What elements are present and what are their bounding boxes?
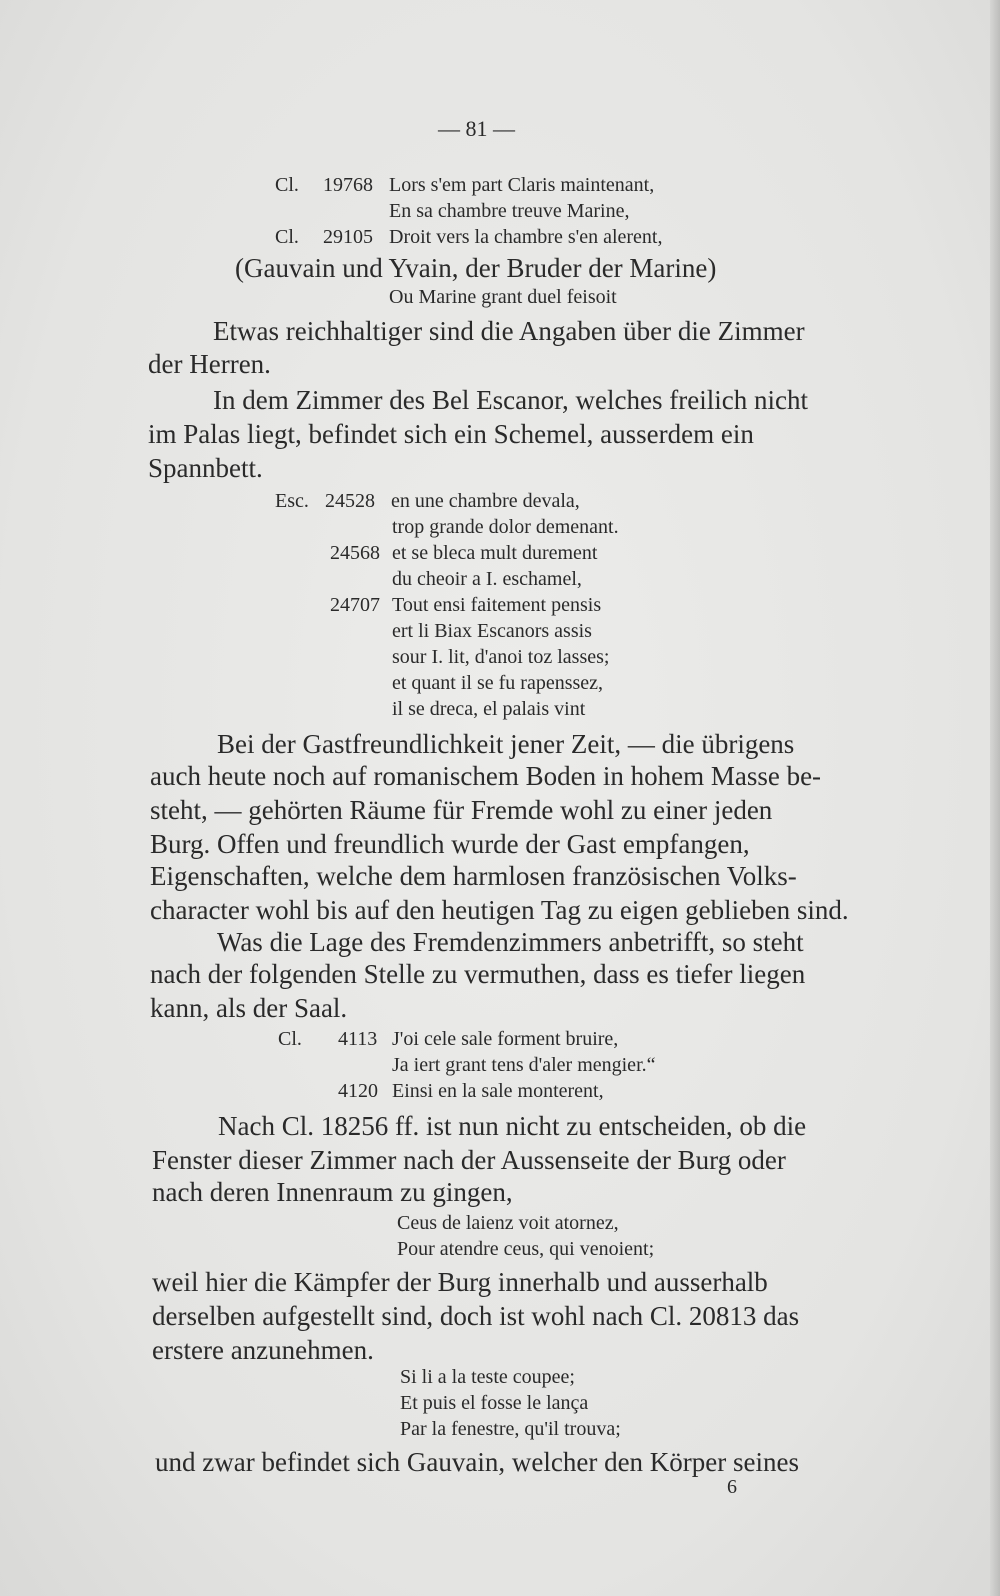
paragraph-line: Bei der Gastfreundlichkeit jener Zeit, — die übrigens <box>217 729 795 759</box>
quote-line: ert li Biax Escanors assis <box>392 620 592 642</box>
quote-line <box>330 540 597 566</box>
paragraph-line: erstere anzunehmen. <box>152 1335 374 1365</box>
paragraph-line: nach der folgenden Stelle zu vermuthen, dass es tiefer liegen <box>150 959 806 989</box>
quote-line: et quant il se fu rapenssez, <box>392 672 604 694</box>
paragraph-line: im Palas liegt, befindet sich ein Schemel, ausserdem ein <box>148 419 754 449</box>
page-number-header: — 81 — <box>438 116 515 141</box>
paragraph-line: Burg. Offen und freundlich wurde der Gast empfangen, <box>150 829 750 859</box>
quote-text: Tout ensi faitement pensis <box>392 594 602 616</box>
quote-line: Ja iert grant tens d'aler mengier.“ <box>392 1054 656 1076</box>
paragraph-line: derselben aufgestellt sind, doch ist wohl nach Cl. 20813 das <box>152 1301 800 1331</box>
interjection: (Gauvain und Yvain, der Bruder der Marine) <box>235 253 717 283</box>
paragraph-line: und zwar befindet sich Gauvain, welcher den Körper seines <box>155 1447 800 1477</box>
paragraph-line: character wohl bis auf den heutigen Tag zu eigen geblieben sind. <box>150 895 849 925</box>
paragraph-line: Was die Lage des Fremdenzimmers anbetrifft, so steht <box>217 927 804 957</box>
quote-line: il se dreca, el palais vint <box>392 698 586 720</box>
quote-line <box>275 172 654 198</box>
quote-ref: Cl. <box>275 226 299 248</box>
paragraph-line: Fenster dieser Zimmer nach der Aussenseite der Burg oder <box>152 1145 786 1175</box>
quote-text: en une chambre devala, <box>391 490 580 512</box>
quote-line <box>275 488 580 514</box>
paragraph-line: weil hier die Kämpfer der Burg innerhalb und ausserhalb <box>152 1267 768 1297</box>
quote-ref: Cl. <box>275 174 299 196</box>
quote-line: Si li a la teste coupee; <box>400 1366 575 1388</box>
quote-line <box>278 1026 618 1052</box>
quote-line: sour I. lit, d'anoi toz lasses; <box>392 646 610 668</box>
quote-line: du cheoir a I. eschamel, <box>392 568 582 590</box>
quote-line-number: 19768 <box>323 174 373 196</box>
quote-line: En sa chambre treuve Marine, <box>389 200 630 222</box>
paragraph-line: der Herren. <box>148 349 271 379</box>
quote-line: Ceus de laienz voit atornez, <box>397 1212 619 1234</box>
quote-text: et se bleca mult durement <box>392 542 598 564</box>
quote-line: Et puis el fosse le lança <box>400 1392 589 1414</box>
quote-line: trop grande dolor demenant. <box>392 516 619 538</box>
page-edge <box>990 0 1000 1596</box>
quote-line <box>330 592 601 618</box>
paragraph-line: Eigenschaften, welche dem harmlosen französischen Volks- <box>150 861 797 891</box>
quote-text: Lors s'em part Claris maintenant, <box>389 174 655 196</box>
quote-line-number: 24707 <box>330 594 380 616</box>
quote-line: Par la fenestre, qu'il trouva; <box>400 1418 621 1440</box>
quote-ref: Cl. <box>278 1028 302 1050</box>
quote-text: J'oi cele sale forment bruire, <box>392 1028 619 1050</box>
quote-line-number: 4120 <box>338 1080 378 1102</box>
quote-line-number: 4113 <box>338 1028 378 1050</box>
paragraph-line: steht, — gehörten Räume für Fremde wohl zu einer jeden <box>150 795 773 825</box>
quote-line-number: 29105 <box>323 226 373 248</box>
paragraph-line: Spannbett. <box>148 453 263 483</box>
paragraph-line: Nach Cl. 18256 ff. ist nun nicht zu entscheiden, ob die <box>218 1111 807 1141</box>
quote-line: Ou Marine grant duel feisoit <box>389 286 617 308</box>
quote-text: Einsi en la sale monterent, <box>392 1080 604 1102</box>
quote-line-number: 24528 <box>325 490 375 512</box>
quote-line <box>338 1078 604 1104</box>
paragraph-line <box>213 316 853 347</box>
quote-line: Pour atendre ceus, qui venoient; <box>397 1238 655 1260</box>
paragraph-line: kann, als der Saal. <box>150 993 348 1023</box>
quote-text: Droit vers la chambre s'en alerent, <box>389 226 663 248</box>
paragraph-line: In dem Zimmer des Bel Escanor, welches freilich nicht <box>213 385 808 415</box>
quote-line-number: 24568 <box>330 542 380 564</box>
paragraph-line: auch heute noch auf romanischem Boden in hohem Masse be- <box>150 761 822 791</box>
signature-mark: 6 <box>727 1476 737 1498</box>
quote-line <box>275 224 663 250</box>
paragraph-text: Etwas reichhaltiger sind die Angaben über die Zimmer <box>213 316 805 346</box>
paragraph-line: nach deren Innenraum zu gingen, <box>152 1177 513 1207</box>
quote-ref: Esc. <box>275 490 309 512</box>
